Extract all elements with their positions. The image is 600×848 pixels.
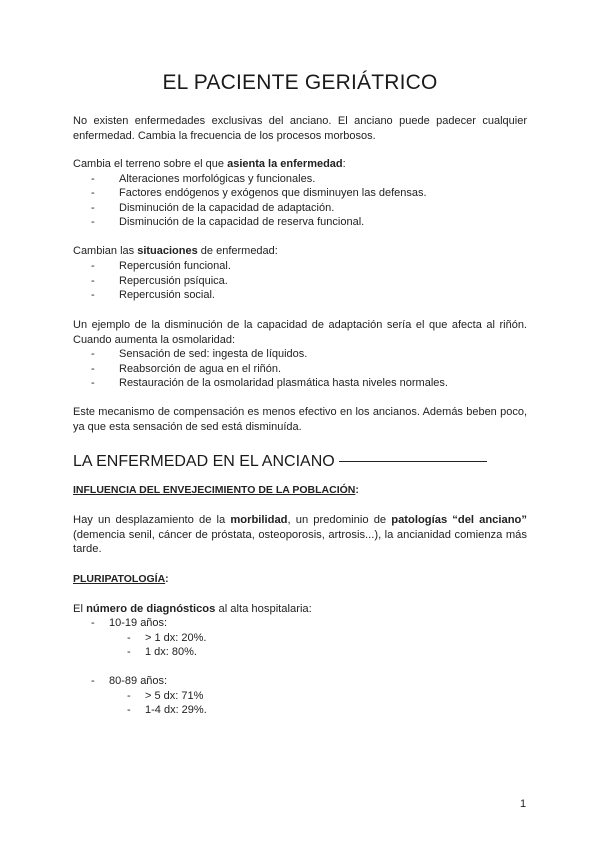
pluripatologia-heading: PLURIPATOLOGÍA:	[73, 573, 169, 585]
list-item: - Disminución de la capacidad de adaptación.	[91, 201, 335, 214]
ejemplo-list	[73, 347, 527, 391]
list-item: - Alteraciones morfológicas y funcionales.	[91, 172, 316, 185]
intro-paragraph: No existen enfermedades exclusivas del anciano. El anciano puede padecer cualquier enfermedad. Cambia la frecuencia de los procesos morbosos.	[73, 115, 527, 142]
group-10-19	[73, 616, 527, 660]
section-heading	[73, 452, 487, 472]
list-item: - Repercusión social.	[91, 289, 215, 302]
group-label: - 10-19 años:	[91, 617, 168, 629]
terreno-list	[73, 172, 527, 230]
list-item: - Sensación de sed: ingesta de líquidos.	[91, 348, 308, 360]
terreno-lead-bold: asienta la enfermedad	[227, 158, 343, 170]
list-item: - Repercusión psíquica.	[91, 274, 228, 287]
situaciones-lead-bold: situaciones	[137, 245, 198, 257]
list-item: - > 1 dx: 20%.	[127, 631, 207, 644]
influencia-paragraph: Hay un desplazamiento de la morbilidad, un predominio de patologías “del anciano” (demencia senil, cáncer de próstata, osteoporosis, artrosis...), la ancianidad comienza más tarde.	[73, 514, 527, 556]
group-label: - 80-89 años:	[91, 675, 168, 687]
terreno-lead-text: Cambia el terreno sobre el que	[73, 158, 228, 170]
situaciones-lead-suffix: de enfermedad:	[197, 245, 278, 257]
influencia-heading: INFLUENCIA DEL ENVEJECIMIENTO DE LA POBLACIÓN:	[73, 484, 359, 496]
list-item: - Disminución de la capacidad de reserva funcional.	[91, 216, 365, 229]
situaciones-lead	[73, 244, 527, 259]
list-item: - 1-4 dx: 29%.	[127, 704, 207, 717]
list-item: - Factores endógenos y exógenos que disminuyen las defensas.	[91, 187, 427, 200]
group-80-89	[73, 674, 527, 718]
page-number: 1	[520, 798, 527, 810]
situaciones-list	[73, 259, 527, 303]
terreno-lead	[73, 157, 527, 172]
page-title: EL PACIENTE GERIÁTRICO	[162, 71, 438, 94]
heading-rule	[339, 461, 487, 462]
terreno-lead-suffix: :	[342, 158, 346, 170]
pluripatologia-lead: El número de diagnósticos al alta hospitalaria:	[73, 603, 312, 615]
list-item: - > 5 dx: 71%	[127, 689, 204, 702]
list-item: - Restauración de la osmolaridad plasmática hasta niveles normales.	[91, 377, 448, 390]
mecanismo-paragraph: Este mecanismo de compensación es menos efectivo en los ancianos. Además beben poco, ya que esta sensación de sed está disminuída.	[73, 406, 527, 433]
ejemplo-paragraph: Un ejemplo de la disminución de la capacidad de adaptación sería el que afecta al riñón. Cuando aumenta la osmolaridad:	[73, 319, 527, 346]
situaciones-lead-text: Cambian las	[73, 245, 138, 257]
section-heading-text: LA ENFERMEDAD EN EL ANCIANO	[73, 453, 335, 470]
list-item: - Repercusión funcional.	[91, 260, 231, 272]
list-item: - 1 dx: 80%.	[127, 646, 197, 659]
list-item: - Reabsorción de agua en el riñón.	[91, 362, 282, 375]
